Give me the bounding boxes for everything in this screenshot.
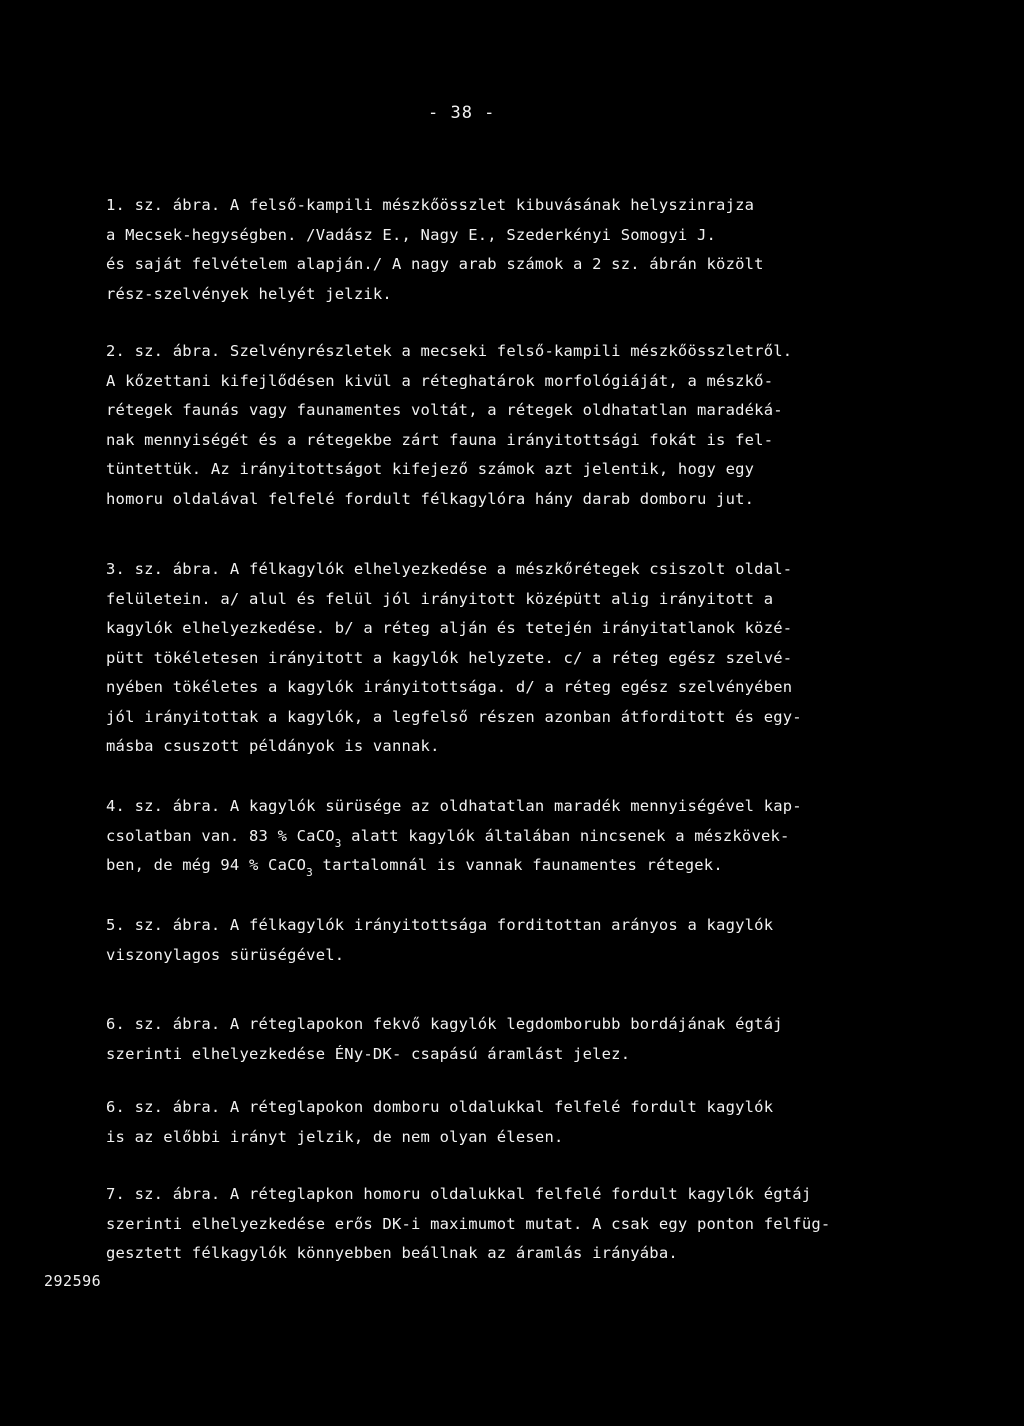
figure-caption-6b — [106, 1093, 866, 1152]
page-number: - 38 - — [428, 103, 496, 123]
caption-line: kagylók elhelyezkedése. b/ a réteg alján és tetején irányitatlanok közé- — [106, 619, 793, 637]
caption-line: is az előbbi irányt jelzik, de nem olyan élesen. — [106, 1127, 564, 1146]
caption-text: tartalomnál is vannak faunamentes rétegek. — [313, 856, 723, 874]
figure-caption-3 — [106, 555, 866, 762]
figure-caption-1 — [106, 191, 866, 309]
archive-code: 292596 — [44, 1272, 102, 1290]
caption-line: pütt tökéletesen irányitott a kagylók helyzete. c/ a réteg egész szelvé- — [106, 648, 793, 667]
caption-line: szerinti elhelyezkedése ÉNy-DK- csapású áramlást jelez. — [106, 1044, 631, 1063]
caption-line: gesztett félkagylók könnyebben beállnak az áramlás irányába. — [106, 1244, 678, 1262]
caption-line: homoru oldalával felfelé fordult félkagylóra hány darab domboru jut. — [106, 489, 755, 508]
caption-line: viszonylagos sürüségével. — [106, 945, 345, 964]
subscript: 3 — [334, 836, 342, 850]
subscript: 3 — [306, 866, 313, 879]
figure-caption-6 — [106, 1010, 866, 1069]
caption-text: ben, de még 94 % CaCO — [106, 856, 307, 874]
caption-line — [106, 851, 866, 881]
caption-line: 3. sz. ábra. A félkagylók elhelyezkedése a mészkőrétegek csiszolt oldal- — [106, 560, 793, 578]
caption-line: jól irányitottak a kagylók, a legfelső részen azonban átforditott és egy- — [106, 707, 802, 726]
caption-line: 6. sz. ábra. A réteglapokon domboru oldalukkal felfelé fordult kagylók — [106, 1098, 774, 1116]
caption-line: szerinti elhelyezkedése erős DK-i maximumot mutat. A csak egy ponton felfüg- — [106, 1214, 831, 1233]
caption-line: nyében tökéletes a kagylók irányitottsága. d/ a réteg egész szelvényében — [106, 678, 793, 696]
figure-caption-7 — [106, 1180, 866, 1269]
caption-line: 7. sz. ábra. A réteglapkon homoru oldalukkal felfelé fordult kagylók égtáj — [106, 1185, 812, 1203]
caption-line: 1. sz. ábra. A felső-kampili mészkőösszlet kibuvásának helyszinrajza — [106, 196, 755, 214]
caption-line: felületein. a/ alul és felül jól irányitott középütt alig irányitott a — [106, 589, 774, 608]
caption-line — [106, 822, 866, 852]
caption-line: rész-szelvények helyét jelzik. — [106, 284, 392, 303]
figure-caption-2 — [106, 337, 866, 514]
figure-caption-5 — [106, 911, 866, 970]
caption-line: tüntettük. Az irányitottságot kifejező számok azt jelentik, hogy egy — [106, 460, 755, 478]
caption-line: 5. sz. ábra. A félkagylók irányitottsága forditottan arányos a kagylók — [106, 916, 774, 934]
caption-line: 6. sz. ábra. A réteglapokon fekvő kagylók legdomborubb bordájának égtáj — [106, 1015, 783, 1033]
caption-line: A kőzettani kifejlődésen kivül a réteghatárok morfológiáját, a mészkő- — [106, 371, 774, 390]
caption-text: 4. sz. ábra. A kagylók sürüsége az oldhatatlan maradék mennyiségével kap- — [106, 797, 802, 815]
caption-line: rétegek faunás vagy faunamentes voltát, a rétegek oldhatatlan maradéká- — [106, 401, 783, 419]
caption-line: 2. sz. ábra. Szelvényrészletek a mecseki felső-kampili mészkőösszletről. — [106, 342, 793, 360]
caption-line: nak mennyiségét és a rétegekbe zárt fauna irányitottsági fokát is fel- — [106, 430, 774, 449]
caption-line: a Mecsek-hegységben. /Vadász E., Nagy E., Szederkényi Somogyi J. — [106, 225, 717, 244]
caption-line — [106, 792, 866, 822]
caption-text: csolatban van. 83 % CaCO — [106, 826, 335, 845]
caption-text: alatt kagylók általában nincsenek a mészkövek- — [341, 826, 790, 845]
figure-caption-4 — [106, 792, 866, 881]
caption-line: és saját felvételem alapján./ A nagy arab számok a 2 sz. ábrán közölt — [106, 255, 764, 273]
caption-line: másba csuszott példányok is vannak. — [106, 737, 440, 755]
